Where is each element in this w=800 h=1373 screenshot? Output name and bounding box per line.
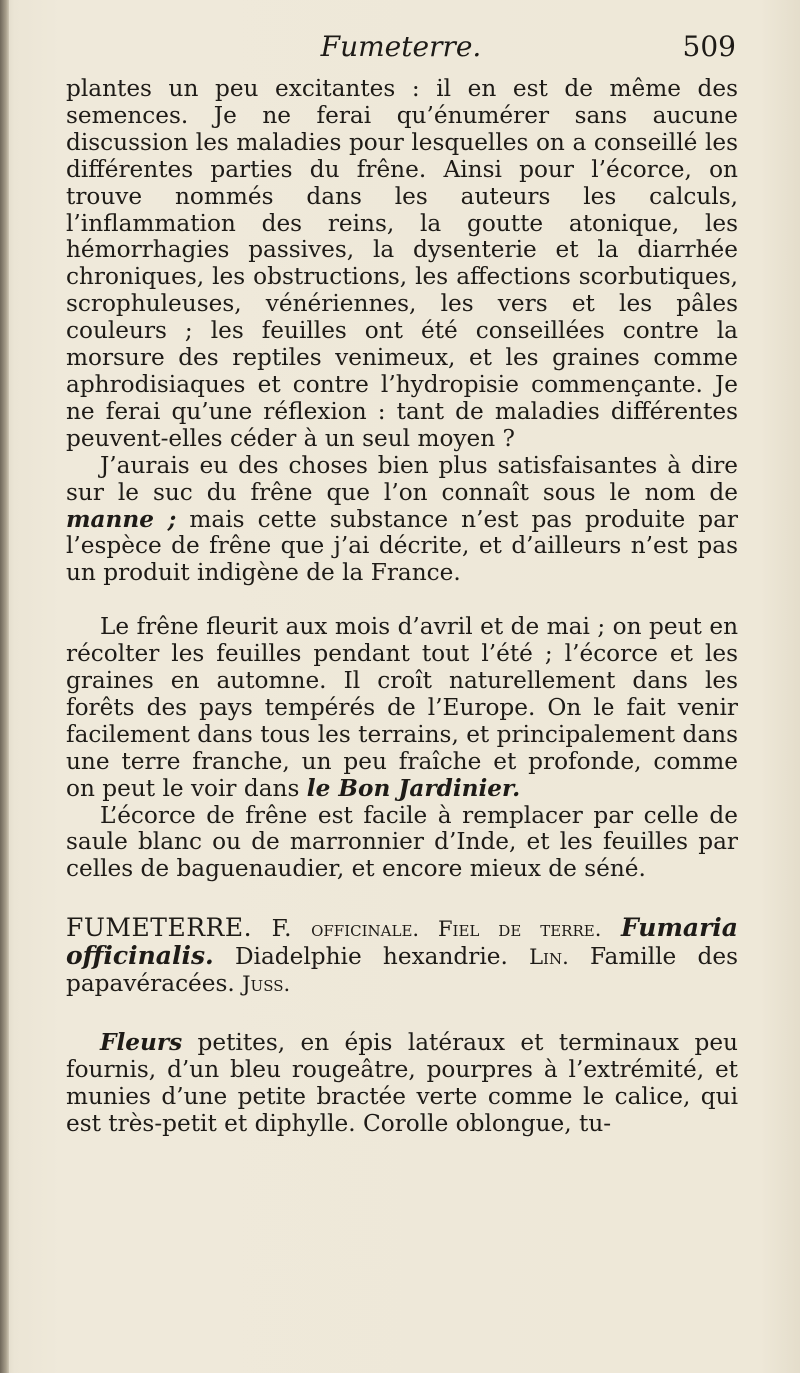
entry-authority-1: Lin.	[529, 945, 569, 970]
paragraph-3-text: Le frêne fleurit aux mois d’avril et de mai ; on peut en récolter les feuilles pendant tout l’été ; l’écorce et les graines en automne. Il croît naturellement dans les forêts des pays tempérés de l’Europe. On le fait venir facilement dans tous les terrains, et principalement dans une terre franche, un peu fraîche et profonde, comme on peut le voir dans	[66, 613, 738, 802]
paragraph-1: plantes un peu excitantes : il en est de même des semences. Je ne ferai qu’énumérer sans aucune discussion les maladies pour lesquelles on a conseillé les différentes parties du frêne. Ainsi pour l’écorce, on trouve nommés dans les auteurs les calculs, l’inflammation des reins, la goutte atonique, les hémorrhagies passives, la dysenterie et la diarrhée chroniques, les obstructions, les affections scorbutiques, scrophuleuses, vénériennes, les vers et les pâles couleurs ; les feuilles ont été conseillées contre la morsure des reptiles venimeux, et les graines comme aphrodisiaques et contre l’hydropisie commençante. Je ne ferai qu’une réflexion : tant de maladies différentes peuvent-elles céder à un seul moyen ?	[66, 75, 738, 452]
paragraph-6-italic: Fleurs	[100, 1029, 183, 1056]
paragraph-3-italic: le Bon Jardinier.	[306, 774, 521, 802]
entry-abbr: F.	[252, 915, 312, 943]
entry-authority-2: Juss.	[242, 972, 291, 997]
page-header	[66, 30, 736, 66]
page-number: 509	[682, 30, 736, 63]
entry-fumeterre	[66, 915, 738, 998]
running-title: Fumeterre.	[320, 30, 482, 63]
entry-classification-2: Famille des papavéracées.	[66, 943, 738, 998]
entry-classification-1: Diadelphie hexandrie.	[213, 943, 530, 971]
entry-headword: FUMETERRE.	[66, 913, 253, 943]
paragraph-2-italic: manne ;	[66, 505, 177, 533]
paragraph-6	[66, 1030, 738, 1138]
paragraph-4: L’écorce de frêne est facile à remplacer par celle de saule blanc ou de marronnier d’Inde, et les feuilles par celles de baguenaudier, et encore mieux de séné.	[66, 801, 738, 883]
page-body	[66, 76, 738, 1138]
entry-common-names: officinale. Fiel de terre.	[311, 917, 602, 942]
book-spine-shadow	[0, 0, 9, 1373]
paragraph-6-text: petites, en épis latéraux et terminaux peu fournis, d’un bleu rougeâtre, pourpres à l’extrémité, et munies d’une petite bractée verte comme le calice, qui est très-petit et diphylle. Corolle oblongue, tu-	[66, 1029, 738, 1137]
paragraph-3	[66, 614, 738, 802]
paragraph-2-text-a: J’aurais eu des choses bien plus satisfaisantes à dire sur le suc du frêne que l’on connaît sous le nom de	[66, 451, 738, 506]
paragraph-2-text-b: mais cette substance n’est pas produite par l’espèce de frêne que j’ai décrite, et d’ailleurs n’est pas un produit indigène de la France.	[66, 505, 738, 587]
paragraph-2	[66, 453, 738, 588]
entry-latin-name: Fumaria officinalis.	[66, 913, 738, 971]
